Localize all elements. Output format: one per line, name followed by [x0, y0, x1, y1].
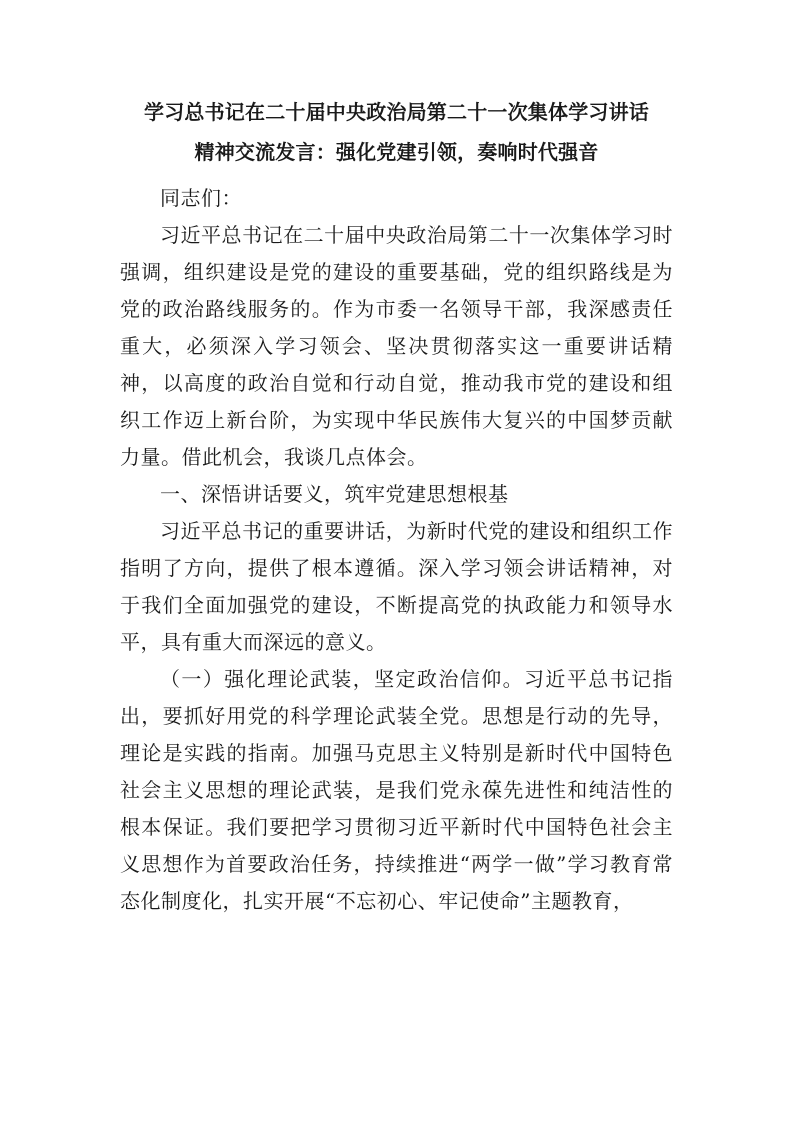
- paragraph-subsection-1: （一）强化理论武装，坚定政治信仰。习近平总书记指出，要抓好用党的科学理论武装全党。思想是行动的先导，理论是实践的指南。加强马克思主义特别是新时代中国特色社会主义思想的理论武装，是我们党永葆先进性和纯洁性的根本保证。我们要把学习贯彻习近平新时代中国特色社会主义思想作为首要政治任务，持续推进“两学一做”学习教育常态化制度化，扎实开展“不忘初心、牢记使命”主题教育，: [120, 667, 673, 913]
- document-title-line-2: 精神交流发言：强化党建引领，奏响时代强音: [194, 140, 599, 164]
- section-heading-1: 一、深悟讲话要义，筑牢党建思想根基: [160, 482, 509, 506]
- paragraph-intro: 习近平总书记在二十届中央政治局第二十一次集体学习时强调，组织建设是党的建设的重要基础，党的组织路线是为党的政治路线服务的。作为市委一名领导干部，我深感责任重大，必须深入学习领会、坚决贯彻落实这一重要讲话精神，以高度的政治自觉和行动自觉，推动我市党的建设和组织工作迈上新台阶，为实现中华民族伟大复兴的中国梦贡献力量。借此机会，我谈几点体会。: [120, 223, 673, 469]
- paragraph-section-1: 习近平总书记的重要讲话，为新时代党的建设和组织工作指明了方向，提供了根本遵循。深入学习领会讲话精神，对于我们全面加强党的建设，不断提高党的执政能力和领导水平，具有重大而深远的意义。: [120, 519, 673, 654]
- document-body: [120, 180, 673, 920]
- salutation: 同志们：: [160, 186, 242, 210]
- document-title-line-1: 学习总书记在二十届中央政治局第二十一次集体学习讲话: [144, 100, 649, 124]
